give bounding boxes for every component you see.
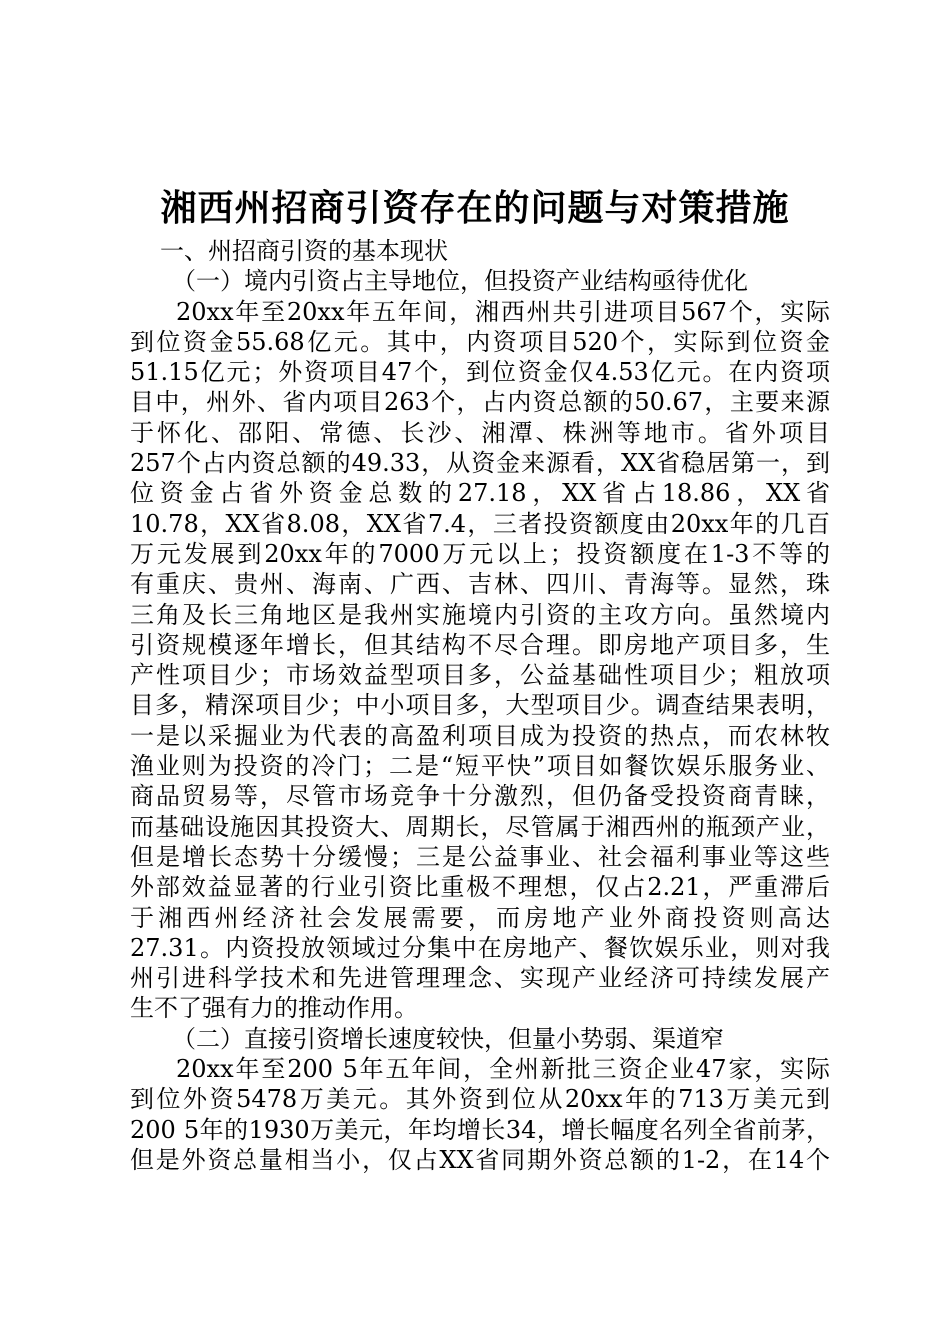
text-line: 有重庆、贵州、海南、广西、吉林、四川、青海等。显然，珠 (130, 570, 830, 599)
text-line: 万元发展到20xx年的7000万元以上；投资额度在1-3不等的 (130, 539, 830, 568)
text-line: 而基础设施因其投资大、周期长，尽管属于湘西州的瓶颈产业， (130, 812, 830, 841)
text-line: 51.15亿元；外资项目47个，到位资金仅4.53亿元。在内资项 (130, 358, 830, 387)
section-heading-1: 一、州招商引资的基本现状 (160, 237, 448, 265)
text-line: 257个占内资总额的49.33，从资金来源看，XX省稳居第一，到 (130, 449, 830, 478)
text-line: 引资规模逐年增长，但其结构不尽合理。即房地产项目多，生 (130, 630, 830, 659)
text-line: 到位外资5478万美元。其外资到位从20xx年的713万美元到 (130, 1085, 830, 1114)
text-line: 200 5年的1930万美元，年均增长34，增长幅度名列全省前茅， (130, 1115, 830, 1144)
text-line: 于怀化、邵阳、常德、长沙、湘潭、株洲等地市。省外项目 (130, 418, 830, 447)
document-title: 湘西州招商引资存在的问题与对策措施 (160, 187, 790, 229)
text-line: 于湘西州经济社会发展需要，而房地产业外商投资则高达 (130, 903, 830, 932)
text-line: 目中，州外、省内项目263个，占内资总额的50.67，主要来源 (130, 388, 830, 417)
text-line: 到位资金55.68亿元。其中，内资项目520个，实际到位资金 (130, 327, 830, 356)
text-line: 州引进科学技术和先进管理理念、实现产业经济可持续发展产 (130, 964, 830, 993)
text-line: 但是增长态势十分缓慢；三是公益事业、社会福利事业等这些 (130, 842, 830, 871)
text-line: 三角及长三角地区是我州实施境内引资的主攻方向。虽然境内 (130, 600, 830, 629)
document-body (130, 236, 830, 1175)
text-line: 渔业则为投资的冷门；二是“短平快”项目如餐饮娱乐服务业、 (130, 752, 830, 781)
text-line: 外部效益显著的行业引资比重极不理想，仅占2.21，严重滞后 (130, 873, 830, 902)
text-line: 10.78，XX省8.08，XX省7.4，三者投资额度由20xx年的几百 (130, 509, 830, 538)
text-line: 但是外资总量相当小，仅占XX省同期外资总额的1-2，在14个 (130, 1145, 830, 1174)
paragraph-2 (130, 1054, 830, 1175)
text-line: 生不了强有力的推动作用。 (130, 994, 418, 1023)
subsection-heading-1: （一）境内引资占主导地位，但投资产业结构亟待优化 (172, 267, 748, 296)
paragraph-1 (130, 297, 830, 1024)
text-line: 位资金占省外资金总数的27.18，XX省占18.86，XX省 (130, 479, 830, 508)
text-line: 一是以采掘业为代表的高盈利项目成为投资的热点，而农林牧 (130, 721, 830, 750)
text-line: 目多，精深项目少；中小项目多，大型项目少。调查结果表明， (130, 691, 830, 720)
subsection-heading-2: （二）直接引资增长速度较快，但量小势弱、渠道窄 (172, 1024, 724, 1053)
text-line: 27.31。内资投放领域过分集中在房地产、餐饮娱乐业，则对我 (130, 933, 830, 962)
text-line: 20xx年至20xx年五年间，湘西州共引进项目567个，实际 (176, 297, 830, 326)
text-line: 商品贸易等，尽管市场竞争十分激烈，但仍备受投资商青睐， (130, 782, 830, 811)
text-line: 20xx年至200 5年五年间，全州新批三资企业47家，实际 (176, 1055, 830, 1084)
text-line: 产性项目少；市场效益型项目多，公益基础性项目少；粗放项 (130, 661, 830, 690)
